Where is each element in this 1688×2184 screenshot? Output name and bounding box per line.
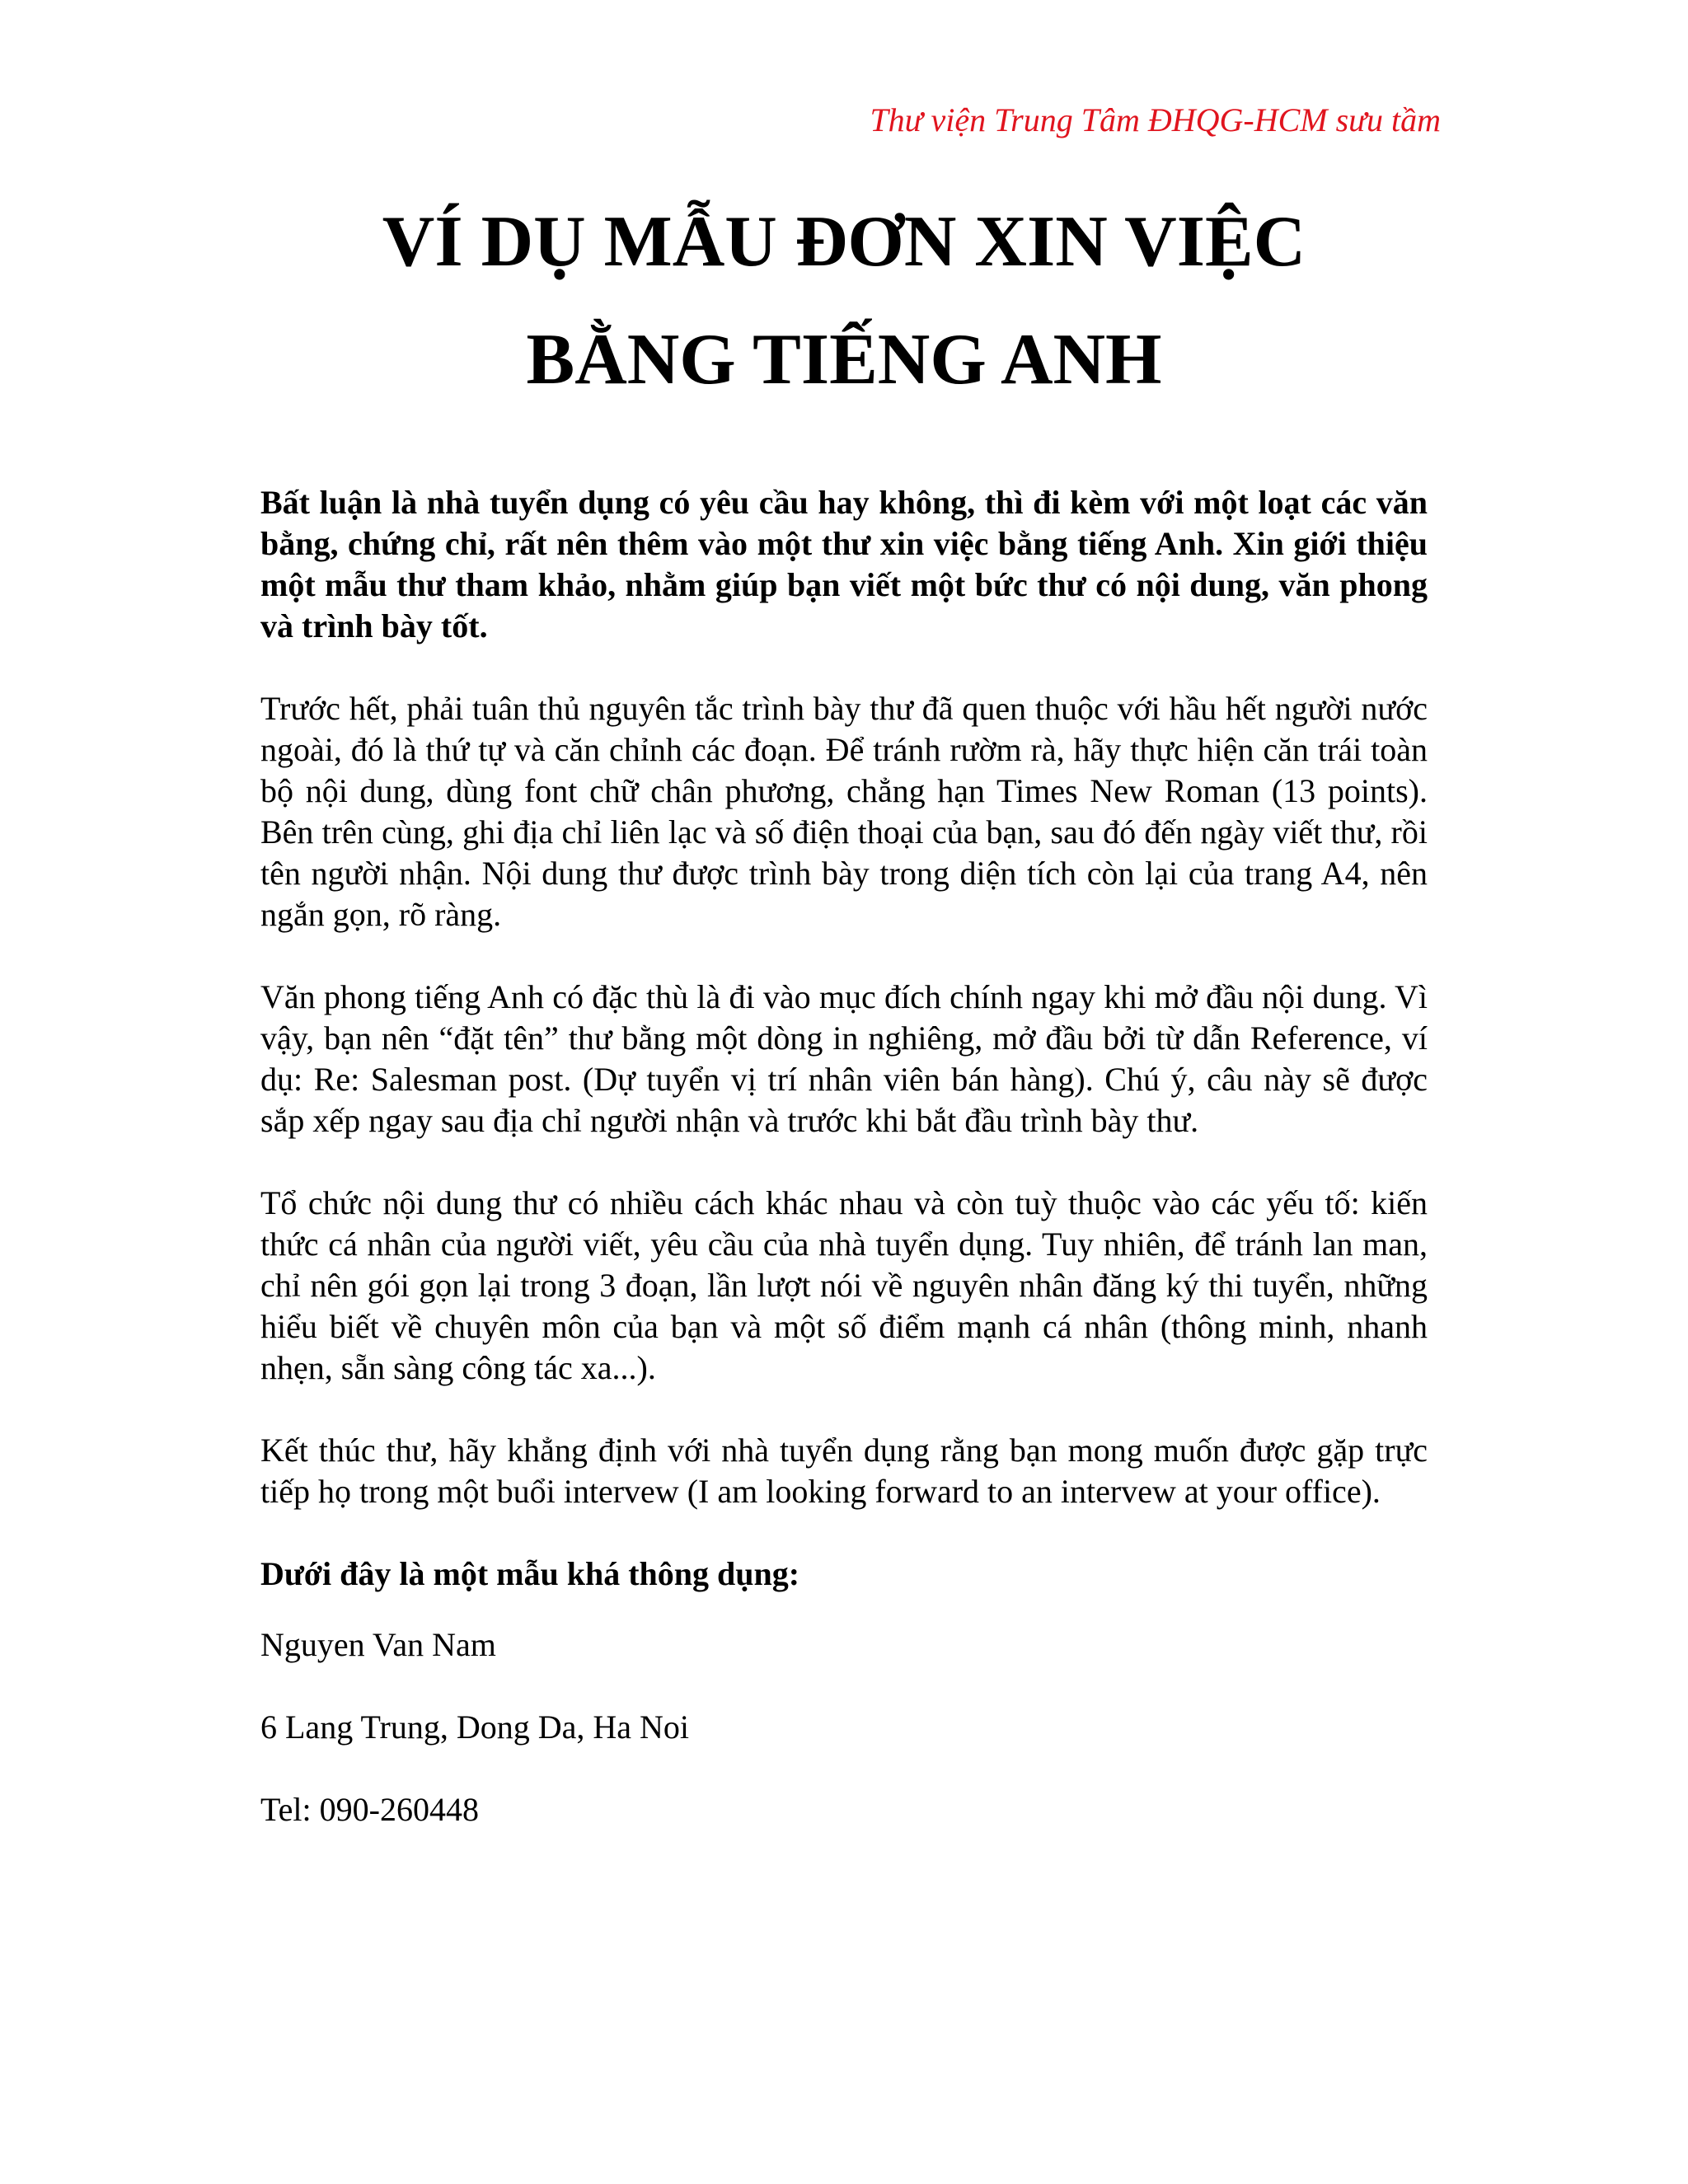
library-note: Thư viện Trung Tâm ĐHQG-HCM sưu tầm: [870, 101, 1441, 138]
paragraph-writing-style: Văn phong tiếng Anh có đặc thù là đi vào mục đích chính ngay khi mở đầu nội dung. Vì vậy, bạn nên “đặt tên” thư bằng một dòng in nghiêng, mở đầu bởi từ dẫn Reference, ví dụ: Re: Salesman post. (Dự tuyển vị trí nhân viên bán hàng). Chú ý, câu này sẽ được sắp xếp ngay sau địa chỉ người nhận và trước khi bắt đầu trình bày thư.: [260, 978, 1428, 1139]
title-line-2: BẰNG TIẾNG ANH: [526, 320, 1162, 400]
sample-address: 6 Lang Trung, Dong Da, Ha Noi: [260, 1708, 689, 1746]
sample-telephone: Tel: 090-260448: [260, 1791, 479, 1828]
title-line-1: VÍ DỤ MẪU ĐƠN XIN VIỆC: [382, 202, 1306, 282]
paragraph-content-organization: Tổ chức nội dung thư có nhiều cách khác nhau và còn tuỳ thuộc vào các yếu tố: kiến thức cá nhân của người viết, yêu cầu của nhà tuyển dụng. Tuy nhiên, để tránh lan man, chỉ nên gói gọn lại trong 3 đoạn, lần lượt nói về nguyên nhân đăng ký thi tuyển, những hiểu biết về chuyên môn của bạn và một số điểm mạnh cá nhân (thông minh, nhanh nhẹn, sẵn sàng công tác xa...).: [260, 1184, 1428, 1386]
paragraph-closing: Kết thúc thư, hãy khẳng định với nhà tuyển dụng rằng bạn mong muốn được gặp trực tiếp họ trong một buổi intervew (I am looking forward to an intervew at your office).: [260, 1432, 1428, 1510]
sample-name: Nguyen Van Nam: [260, 1626, 496, 1663]
sample-heading: Dưới đây là một mẫu khá thông dụng:: [260, 1555, 800, 1592]
document-body: [260, 482, 1428, 1872]
intro-paragraph: Bất luận là nhà tuyển dụng có yêu cầu hay không, thì đi kèm với một loạt các văn bằng, chứng chỉ, rất nên thêm vào một thư xin việc bằng tiếng Anh. Xin giới thiệu một mẫu thư tham khảo, nhằm giúp bạn viết một bức thư có nội dung, văn phong và trình bày tốt.: [260, 484, 1428, 644]
paragraph-layout-rules: Trước hết, phải tuân thủ nguyên tắc trình bày thư đã quen thuộc với hầu hết người nước ngoài, đó là thứ tự và căn chỉnh các đoạn. Để tránh rườm rà, hãy thực hiện căn trái toàn bộ nội dung, dùng font chữ chân phương, chẳng hạn Times New Roman (13 points). Bên trên cùng, ghi địa chỉ liên lạc và số điện thoại của bạn, sau đó đến ngày viết thư, rồi tên người nhận. Nội dung thư được trình bày trong diện tích còn lại của trang A4, nên ngắn gọn, rõ ràng.: [260, 690, 1428, 933]
